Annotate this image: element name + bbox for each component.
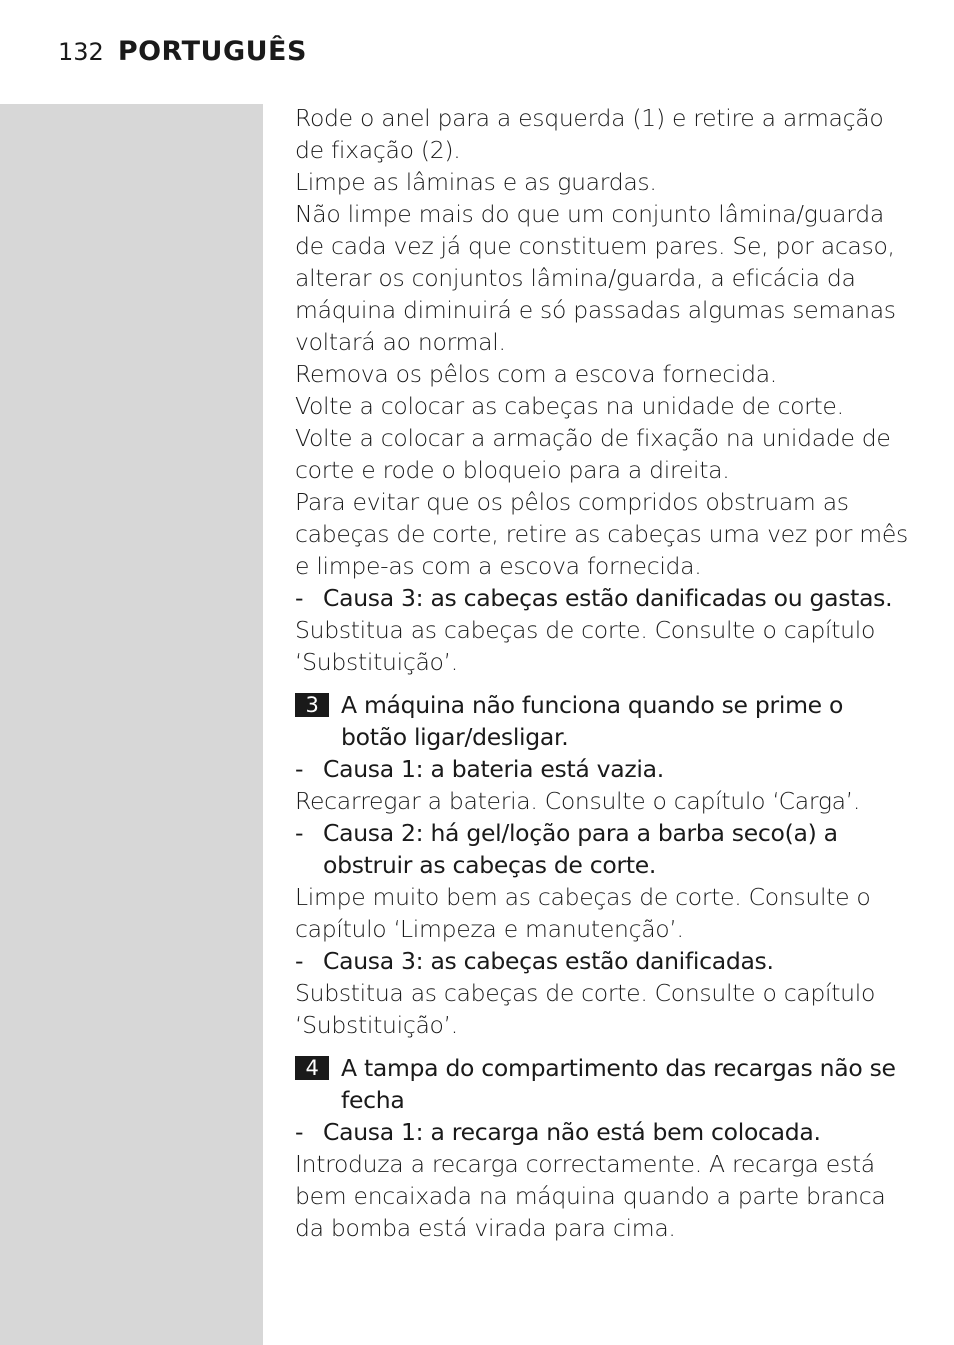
cause-item [295,1116,910,1148]
cause-item [295,753,910,785]
dash-marker: - [295,755,304,783]
problem-number-badge: 4 [295,1056,329,1080]
problem-heading-3 [295,689,910,753]
dash-marker: - [295,947,304,975]
cause-text: Causa 1: a bateria está vazia. [323,755,664,783]
gray-sidebar [0,104,263,1345]
remedy-paragraph: Substitua as cabeças de corte. Consulte o capítulo ‘Substituição’. [295,979,876,1039]
remedy-paragraph: Substitua as cabeças de corte. Consulte o capítulo ‘Substituição’. [295,616,876,676]
remedy-paragraph: Limpe muito bem as cabeças de corte. Consulte o capítulo ‘Limpeza e manutenção’. [295,883,871,943]
cause-text: Causa 3: as cabeças estão danificadas ou gastas. [323,584,893,612]
remedy-paragraph: Introduza a recarga correctamente. A recarga está bem encaixada na máquina quando a parte branca da bomba está virada para cima. [295,1150,886,1242]
cause-text: Causa 1: a recarga não está bem colocada. [323,1118,821,1146]
main-content [295,102,910,1244]
cause-text: Causa 3: as cabeças estão danificadas. [323,947,774,975]
cause-item [295,817,910,881]
problem-title: A máquina não funciona quando se prime o botão ligar/desligar. [341,691,844,751]
cause-item [295,582,910,614]
paragraph: Não limpe mais do que um conjunto lâmina/guarda de cada vez já que constituem pares. Se, por acaso, alterar os conjuntos lâmina/guarda, a eficácia da máquina diminuirá e só passadas algumas semanas voltará ao normal. [295,200,896,356]
problem-title: A tampa do compartimento das recargas não se fecha [341,1054,896,1114]
cause-item [295,945,910,977]
dash-marker: - [295,584,304,612]
section-title: PORTUGUÊS [117,36,307,67]
paragraph: Volte a colocar as cabeças na unidade de corte. [295,392,844,420]
dash-marker: - [295,819,304,847]
paragraph: Volte a colocar a armação de fixação na unidade de corte e rode o bloqueio para a direita. [295,424,891,484]
cause-text: Causa 2: há gel/loção para a barba seco(a) a obstruir as cabeças de corte. [323,819,838,879]
paragraph: Limpe as lâminas e as guardas. [295,168,657,196]
paragraph: Remova os pêlos com a escova fornecida. [295,360,777,388]
page-header [58,36,307,72]
dash-marker: - [295,1118,304,1146]
problem-heading-4 [295,1052,910,1116]
problem-number-badge: 3 [295,693,329,717]
paragraph: Rode o anel para a esquerda (1) e retire a armação de fixação (2). [295,104,884,164]
page-number: 132 [58,38,104,66]
remedy-paragraph: Recarregar a bateria. Consulte o capítulo ‘Carga’. [295,787,861,815]
paragraph: Para evitar que os pêlos compridos obstruam as cabeças de corte, retire as cabeças uma vez por mês e limpe-as com a escova fornecida. [295,488,908,580]
